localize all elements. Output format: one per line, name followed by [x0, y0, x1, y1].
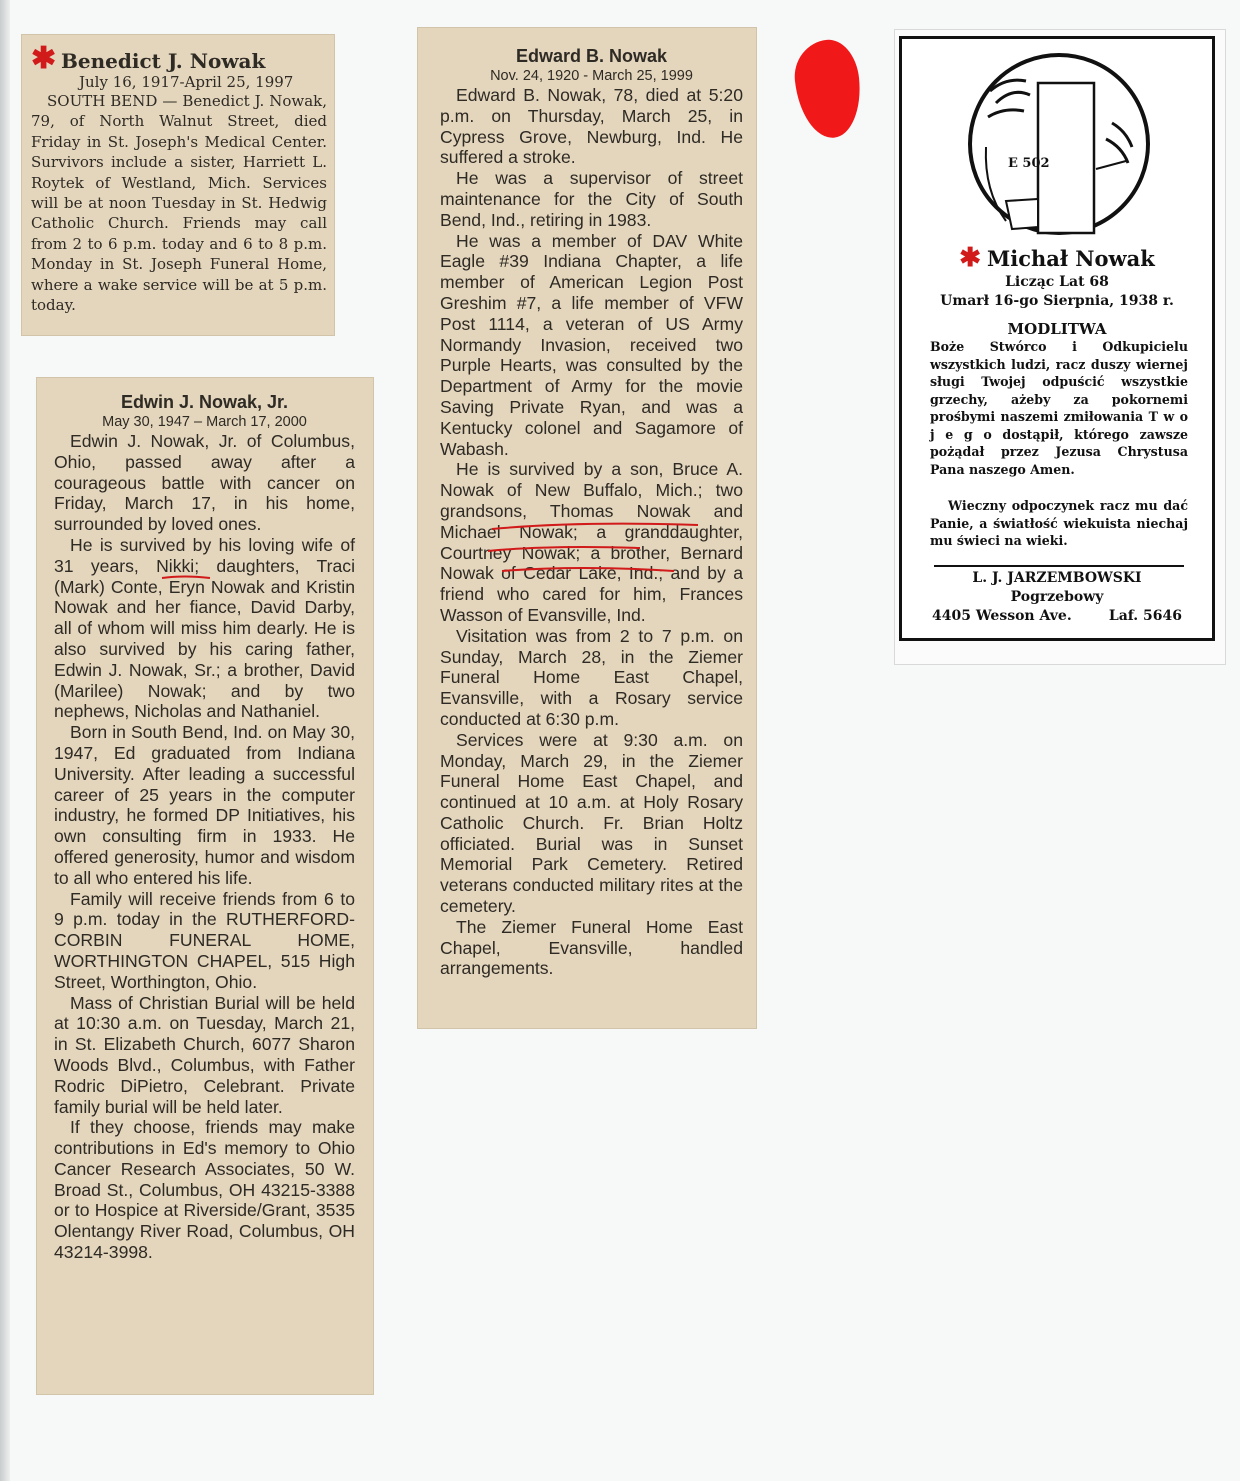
edward-paragraph: He is survived by a son, Bruce A. Nowak of New Buffalo, Mich.; two grandsons, Thomas Nowak and Michael Nowak; a granddaughter, Courtney Nowak; a brother, Bernard Nowak of Cedar Lake, Ind.; and by a friend who cared for him, Frances Wasson of Evansville, Ind. — [440, 459, 743, 625]
undertaker-role: Pogrzebowy — [1010, 589, 1104, 605]
eternal-rest-text: Wieczny odpoczynek racz mu dać Panie, a światłość wiekuista niechaj mu świeci na wieki. — [930, 498, 1188, 548]
edward-paragraph: Services were at 9:30 a.m. on Monday, March 29, in the Ziemer Funeral Home East Chapel, and continued at 10 a.m. at Holy Rosary Catholic Church. Fr. Brian Holtz officiated. Burial was in Sunset Memorial Park Cemetery. Retired veterans conducted military rites at the cemetery. — [440, 729, 743, 917]
edwin-paragraph: Family will receive friends from 6 to 9 p.m. today in the RUTHERFORD-CORBIN FUNERAL HOME, WORTHINGTON CHAPEL, 515 High Street, Worthington, Ohio. — [54, 888, 355, 992]
benedict-name-heading — [31, 41, 327, 76]
card-divider — [934, 565, 1184, 567]
edwin-paragraph: Born in South Bend, Ind. on May 30, 1947, Ed graduated from Indiana University. After leading a successful career of 25 years in the computer industry, he formed DP Initiatives, his own consulting firm in 1933. He offered generosity, humor and wisdom to all who entered his life. — [54, 722, 355, 888]
edward-name: Edward B. Nowak — [515, 46, 668, 66]
undertaker-address: 4405 Wesson Ave. — [932, 608, 1072, 624]
edwin-paragraph: If they choose, friends may make contributions in Ed's memory to Ohio Cancer Research Associates, 50 W. Broad St., Columbus, OH 43215-3388 or to Hospice at Riverside/Grant, 3535 Olentangy River Road, Columbus, OH 43214-3998. — [54, 1117, 355, 1263]
edward-paragraph: He was a supervisor of street maintenance for the City of South Bend, Ind., retiring in 1983. — [440, 168, 743, 230]
edward-paragraph: The Ziemer Funeral Home East Chapel, Evansville, handled arrangements. — [440, 916, 743, 979]
edwin-paragraph: Mass of Christian Burial will be held at 10:30 a.m. on Tuesday, March 21, in St. Elizabeth Church, 6077 Sharon Woods Blvd., Columbus, with Father Rodric DiPietro, Celebrant. Private family burial will be held later. — [54, 992, 355, 1117]
prayer-title: MODLITWA — [1007, 320, 1107, 338]
edward-paragraph: Edward B. Nowak, 78, died at 5:20 p.m. on Thursday, March 25, in Cypress Grove, Newburg, Ind. He suffered a stroke. — [440, 85, 743, 168]
benedict-paragraph: SOUTH BEND — Benedict J. Nowak, 79, of North Walnut Street, died Friday in St. Joseph's Medical Center. Survivors include a sister, Harriett L. Roytek of Westland, Mich. Services will be at noon Tuesday in St. Hedwig Catholic Church. Friends may call from 2 to 6 p.m. today and 6 to 8 p.m. Monday in St. Joseph Funeral Home, where a wake service will be at 5 p.m. today. — [31, 92, 327, 315]
memorial-emblem-icon — [966, 51, 1152, 237]
red-paper-tab — [791, 37, 865, 141]
asterisk-marker-icon: ✱ — [959, 243, 982, 273]
page-edge — [0, 0, 10, 1481]
edwin-name: Edwin J. Nowak, Jr. — [120, 392, 289, 412]
edward-paragraph: He was a member of DAV White Eagle #39 Indiana Chapter, a life member of American Legion Post Greshim #7, a life member of VFW Post 1114, a veteran of US Army Normandy Invasion, received two Purple Hearts, was consulted by the Department of Army for the movie Saving Private Ryan, and was a Kentucky colonel and Sagamore of Wabash. — [440, 230, 743, 459]
asterisk-marker-icon: ✱ — [31, 41, 57, 76]
benedict-name: Benedict J. Nowak — [61, 49, 266, 73]
benedict-dates: July 16, 1917-April 25, 1997 — [79, 73, 294, 91]
edward-dates: Nov. 24, 1920 - March 25, 1999 — [490, 68, 693, 84]
edwin-dates: May 30, 1947 – March 17, 2000 — [102, 414, 307, 430]
undertaker-name: L. J. JARZEMBOWSKI — [972, 570, 1142, 586]
edwin-paragraph: He is survived by his loving wife of 31 years, Nikki; daughters, Traci (Mark) Conte, Eryn Nowak and Kristin Nowak and her fiance, David Darby, all of whom will miss him dearly. He is also survived by his caring father, Edwin J. Nowak, Sr.; a brother, David (Marilee) Nowak; and by two nephews, Nicholas and Nathaniel. — [54, 534, 355, 722]
clipping-edwin-nowak-jr — [37, 378, 373, 1394]
emblem-initials: E 502 — [1008, 156, 1050, 171]
memorial-card-michal-nowak — [895, 30, 1225, 664]
michal-age: Licząc Lat 68 — [1005, 274, 1109, 290]
prayer-text: Boże Stwórco i Odkupicielu wszystkich ludzi, racz duszy wiernej sługi Twojej odpuścić wszystkie grzechy, ażeby za pokornemi prośbymi naszemi zmiłowania T w o j e g o dostąpił, którego zawsze pożądał przez Jezusa Chrystusa Pana naszego Amen. — [930, 339, 1188, 477]
card-frame — [899, 36, 1215, 641]
edwin-paragraph: Edwin J. Nowak, Jr. of Columbus, Ohio, passed away after a courageous battle with cancer on Friday, March 17, in his home, surrounded by loved ones. — [54, 431, 355, 535]
michal-death-date: Umarł 16-go Sierpnia, 1938 r. — [940, 293, 1174, 309]
edward-paragraph: Visitation was from 2 to 7 p.m. on Sunday, March 28, in the Ziemer Funeral Home East Chapel, Evansville, with a Rosary service conducted at 6:30 p.m. — [440, 625, 743, 729]
michal-name-heading — [902, 243, 1212, 273]
clipping-edward-nowak — [418, 28, 756, 1028]
undertaker-phone: Laf. 5646 — [1108, 608, 1182, 624]
michal-name: Michał Nowak — [987, 246, 1155, 271]
clipping-benedict-nowak — [22, 35, 334, 335]
